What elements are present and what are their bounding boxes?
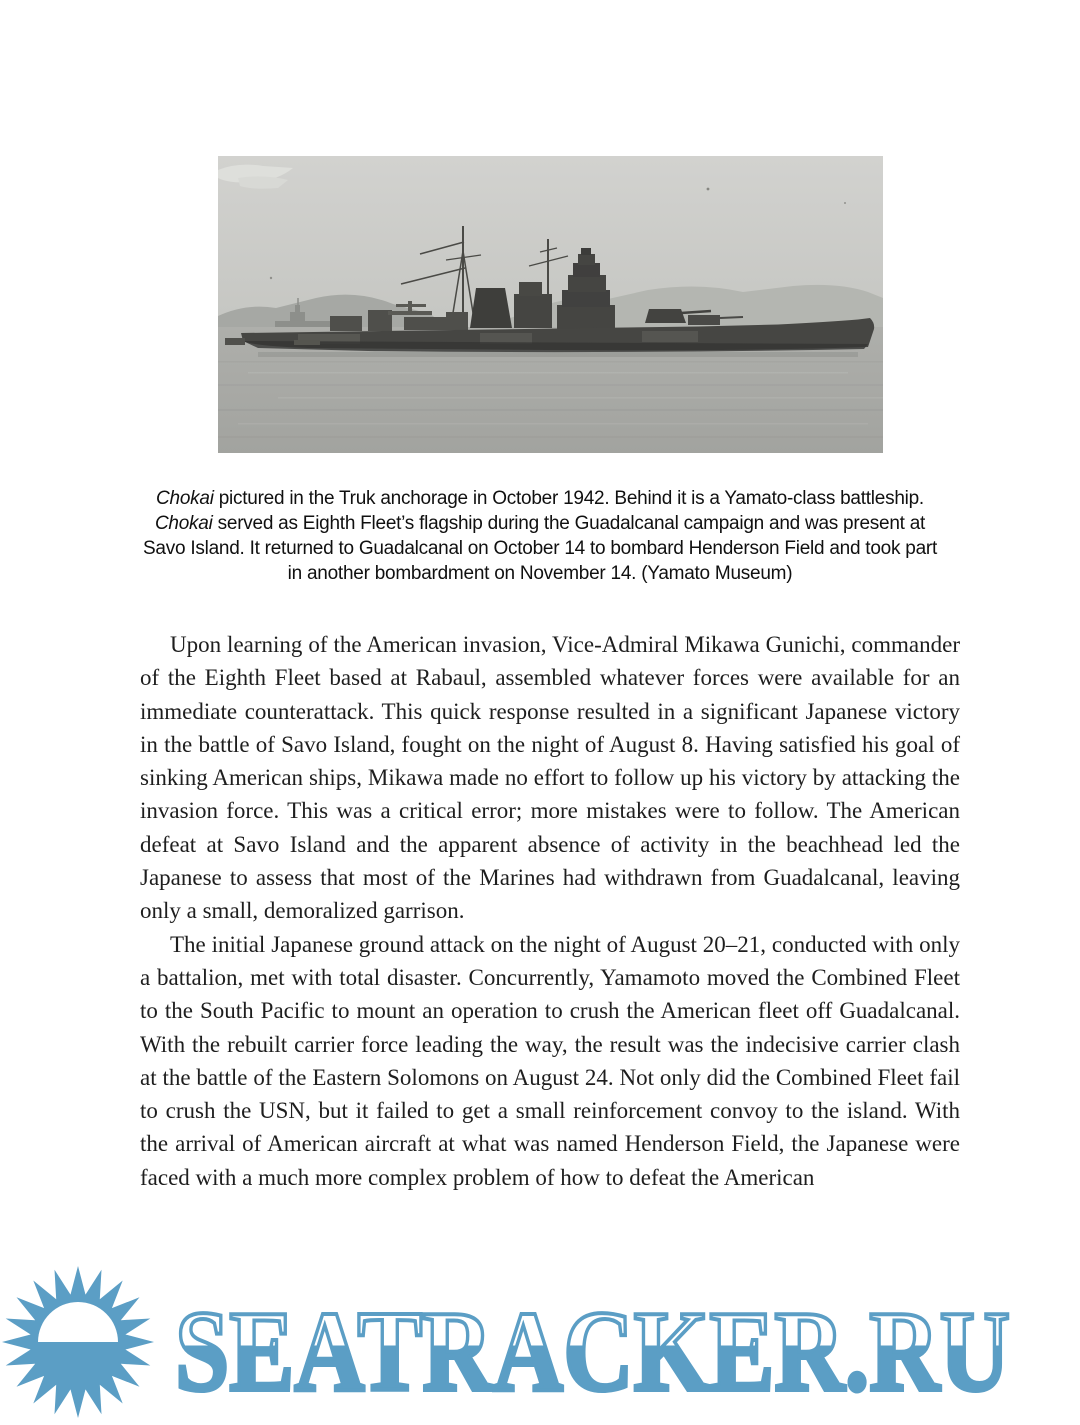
caption-text: served as Eighth Fleet’s flagship during the Guadalcanal campaign and was present at Savo Island. It returned to Guadalcanal on October 14 to bombard Henderson Field and took part in another bombardment on November 14. (Yamato Museum) — [142, 513, 937, 584]
small-boat — [294, 340, 320, 345]
funnel-two — [514, 294, 552, 328]
seatracker-watermark — [0, 1265, 1080, 1425]
paragraph: The initial Japanese ground attack on the night of August 20–21, conducted with only a battalion, met with total disaster. Concurrently, Yamamoto moved the Combined Fleet to the South Pacific to mount an operation to crush the American fleet off Guadalcanal. With the rebuilt carrier force leading the way, the result was the indecisive carrier clash at the battle of the Eastern Solomons on August 24. Not only did the Combined Fleet fail to crush the USN, but it failed to get a small reinforcement convoy to the island. With the arrival of American aircraft at what was named Henderson Field, the Japanese were faced with a much more complex problem of how to defeat the American — [140, 931, 960, 1190]
caption-ship-name: Chokai — [154, 513, 213, 534]
hull-patch — [642, 331, 698, 342]
body-text — [140, 628, 960, 1194]
caption-ship-name: Chokai — [156, 488, 214, 509]
funnel-two-top — [519, 282, 542, 296]
paragraph: Upon learning of the American invasion, Vice-Admiral Mikawa Gunichi, commander of the Eighth Fleet based at Rabaul, assembled whatever forces were available for an immediate counterattack. This quick response resulted in a significant Japanese victory in the battle of Savo Island, fought on the night of August 8. Having satisfied his goal of sinking American ships, Mikawa made no effort to follow up his victory by attacking the invasion force. This was a critical error; more mistakes were to follow. The American defeat at Savo Island and the apparent absence of activity in the beachhead led the Japanese to assess that most of the Marines had withdrawn from Guadalcanal, leaving only a small, demoralized garrison. — [140, 632, 960, 924]
dust-speck — [844, 202, 846, 204]
sun-icon — [2, 1266, 154, 1418]
chokai-photo — [218, 156, 883, 453]
photo-caption — [140, 486, 940, 586]
watermark-text: SEATRACKER.RU — [175, 1288, 1010, 1416]
caption-text: pictured in the Truk anchorage in October 1942. Behind it is a Yamato-class battleship. — [213, 488, 924, 509]
small-boat — [225, 338, 245, 345]
dust-speck — [270, 277, 272, 279]
dust-speck — [707, 188, 710, 191]
funnel-one — [470, 288, 512, 328]
